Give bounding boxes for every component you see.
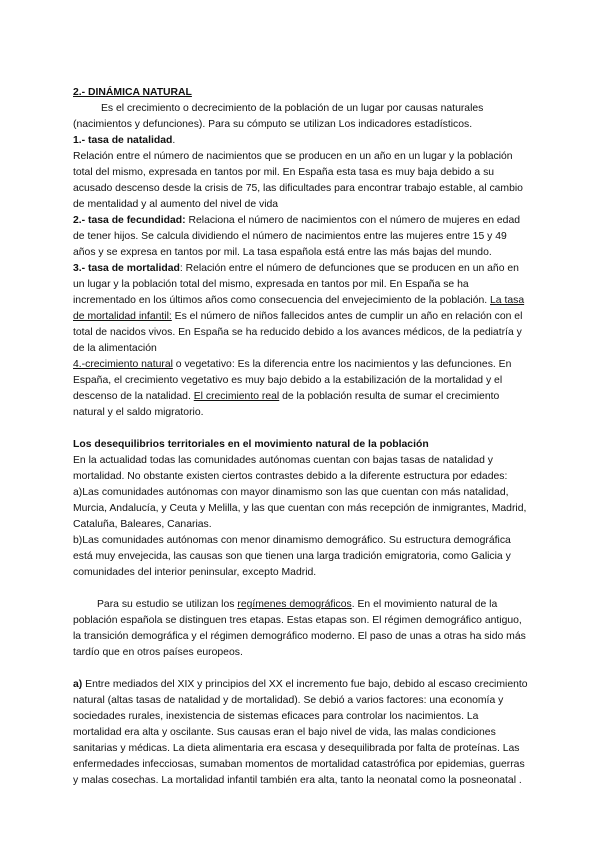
mortalidad-heading: 3.- tasa de mortalidad [73,263,180,274]
desequilibrios-paragraph: En la actualidad todas las comunidades autónomas cuentan con bajas tasas de natalidad y mortalidad. No obstante existen ciertos contrastes debido a la diferente estructura por edades: [73,455,508,482]
regimenes-text-before: Para su estudio se utilizan los [97,599,238,610]
desequilibrios-item-a: a)Las comunidades autónomas con mayor dinamismo son las que cuentan con más natalidad, Murcia, Andalucía, y Ceuta y Melilla, y las que cuentan con más recepción de inmigrantes, Madrid, Cataluña, Baleares, Canarias. [73,487,527,530]
mortalidad-text: : Relación entre el número de defunciones que se producen en un año en un lugar y la población total del mismo, expresada en tantos por mil. En España se ha incrementado en los últimos años como consecuencia del envejecimiento de la población. [73,263,519,306]
spacer [73,661,529,677]
crecimiento-real-text: de la población resulta de sumar el crecimiento natural y el saldo migratorio. [73,391,500,418]
fecundidad-heading: 2.- tasa de fecundidad: [73,215,186,226]
regimenes-paragraph [73,597,529,661]
fecundidad-text: Relaciona el número de nacimientos con el número de mujeres en edad de tener hijos. Se calcula dividiendo el número de nacimientos entre las mujeres entre 15 y 49 años y se expresa en tantos por mil. La tasa española está entre las más bajas del mundo. [73,215,521,258]
crecimiento-label: 4.-crecimiento natural [73,359,173,370]
natalidad-heading-text: 1.- tasa de natalidad [73,135,173,146]
etapa-a-label: a) [73,679,83,690]
fecundidad-paragraph [73,213,529,261]
spacer [73,421,529,437]
etapa-a-paragraph [73,677,529,789]
crecimiento-text: o vegetativo: Es la diferencia entre los nacimientos y las defunciones. En España, el crecimiento vegetativo es muy bajo debido a la estabilización de la mortalidad y el descenso de la natalidad. [73,359,512,402]
section-title: 2.- DINÁMICA NATURAL [73,87,192,98]
document-body [73,85,529,789]
desequilibrios-heading: Los desequilibrios territoriales en el movimiento natural de la población [73,439,429,450]
mortalidad-infantil-text: Es el número de niños fallecidos antes de cumplir un año en relación con el total de nacidos vivos. En España se ha reducido debido a los avances médicos, de la pediatría y de la alimentación [73,311,523,354]
desequilibrios-item-b: b)Las comunidades autónomas con menor dinamismo demográfico. Su estructura demográfica está muy envejecida, las causas son que tienen una larga tradición emigratoria, como Galicia y comunidades del interior peninsular, excepto Madrid. [73,535,511,578]
mortalidad-infantil-label: La tasa de mortalidad infantil: [73,295,525,322]
mortalidad-paragraph [73,261,529,357]
spacer [73,581,529,597]
natalidad-heading [73,133,529,149]
natalidad-heading-punct: . [172,135,176,146]
intro-paragraph: Es el crecimiento o decrecimiento de la población de un lugar por causas naturales (nacimientos y defunciones). Para su cómputo se utilizan Los indicadores estadísticos. [73,103,484,130]
regimenes-link: regímenes demográficos [237,599,352,610]
crecimiento-paragraph [73,357,529,421]
crecimiento-real-label: El crecimiento real [193,391,280,402]
regimenes-text-after: . En el movimiento natural de la población española se distinguen tres etapas. Estas etapas son. El régimen demográfico antiguo, la transición demográfica y el régimen demográfico moderno. El paso de unas a otras ha sido más tardío que en otros países europeos. [73,599,526,658]
natalidad-paragraph: Relación entre el número de nacimientos que se producen en un año en un lugar y la población total del mismo, expresada en tantos por mil. En España esta tasa es muy baja debido a su acusado descenso desde la crisis de 75, las dificultades para encontrar trabajo estable, al cambio de mentalidad y al aumento del nivel de vida [73,151,523,210]
etapa-a-text: Entre mediados del XIX y principios del XX el incremento fue bajo, debido al escaso crecimiento natural (altas tasas de natalidad y de mortalidad). Se debió a varios factores: una economía y sociedades rurales, inexistencia de sistemas eficaces para controlar los nacimientos. La mortalidad era alta y oscilante. Sus causas eran el bajo nivel de vida, las malas condiciones sanitarias y médicas. La dieta alimentaria era escasa y desequilibrada por falta de proteínas. Las enfermedades infecciosas, sumaban momentos de mortalidad catastrófica por epidemias, guerras y malas cosechas. La mortalidad infantil también era alta, tanto la neonatal como la posneonatal . [73,679,528,786]
